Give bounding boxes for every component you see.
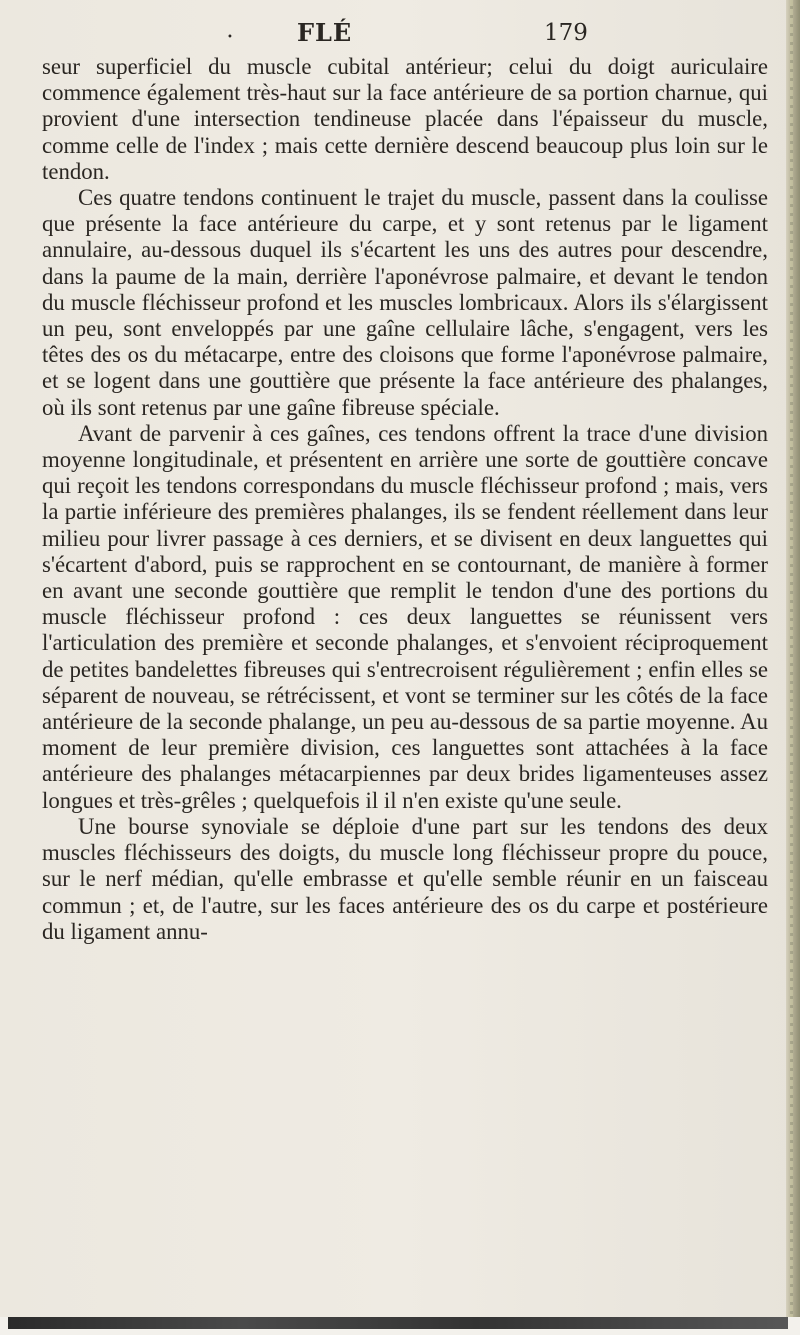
body-text [42, 54, 768, 945]
page-edge-right [786, 0, 800, 1335]
page-header [0, 14, 800, 50]
page-edge-bottom [0, 1317, 800, 1335]
page-number: 179 [544, 20, 588, 46]
running-title: FLÉ [297, 18, 353, 47]
paragraph-1: seur superficiel du muscle cubital antérieur; celui du doigt auriculaire commence également très-haut sur la face antérieure de sa portion charnue, qui provient d'une intersection tendineuse placée dans l'épaisseur du muscle, comme celle de l'index ; mais cette dernière descend beaucoup plus loin sur le tendon. [42, 54, 768, 184]
paragraph-3: Avant de parvenir à ces gaînes, ces tendons offrent la trace d'une division moyenne longitudinale, et présentent en arrière une sorte de gouttière concave qui reçoit les tendons correspondans du muscle fléchisseur profond ; mais, vers la partie inférieure des premières phalanges, ils se fendent réellement dans leur milieu pour livrer passage à ces derniers, et se divisent en deux languettes qui s'écartent d'abord, puis se rapprochent en se contournant, de manière à former en avant une seconde gouttière que remplit le tendon d'une des portions du muscle fléchisseur profond : ces deux languettes se réunissent vers l'articulation des première et seconde phalanges, et s'envoient réciproquement de petites bandelettes fibreuses qui s'entrecroisent régulièrement ; enfin elles se séparent de nouveau, se rétrécissent, et vont se terminer sur les côtés de la face antérieure de la seconde phalange, un peu au-dessous de sa partie moyenne. Au moment de leur première division, ces languettes sont attachées à la face antérieure des phalanges métacarpiennes par deux brides ligamenteuses assez longues et très-grêles ; quelquefois il il n'en existe qu'une seule. [42, 420, 768, 813]
paragraph-4: Une bourse synoviale se déploie d'une part sur les tendons des deux muscles fléchisseurs des doigts, du muscle long fléchisseur propre du pouce, sur le nerf médian, qu'elle embrasse et qu'elle semble réunir en un faisceau commun ; et, de l'autre, sur les faces antérieure des os du carpe et postérieure du ligament annu- [42, 813, 768, 944]
header-bullet: • [227, 32, 233, 43]
paragraph-2: Ces quatre tendons continuent le trajet du muscle, passent dans la coulisse que présente la face antérieure du carpe, et y sont retenus par le ligament annulaire, au-dessous duquel ils s'écartent les uns des autres pour descendre, dans la paume de la main, derrière l'aponévrose palmaire, et devant le tendon du muscle fléchisseur profond et les muscles lombricaux. Alors ils s'élargissent un peu, sont enveloppés par une gaîne cellulaire lâche, s'engagent, vers les têtes des os du métacarpe, entre des cloisons que forme l'aponévrose palmaire, et se logent dans une gouttière que présente la face antérieure des phalanges, où ils sont retenus par une gaîne fibreuse spéciale. [42, 185, 768, 420]
